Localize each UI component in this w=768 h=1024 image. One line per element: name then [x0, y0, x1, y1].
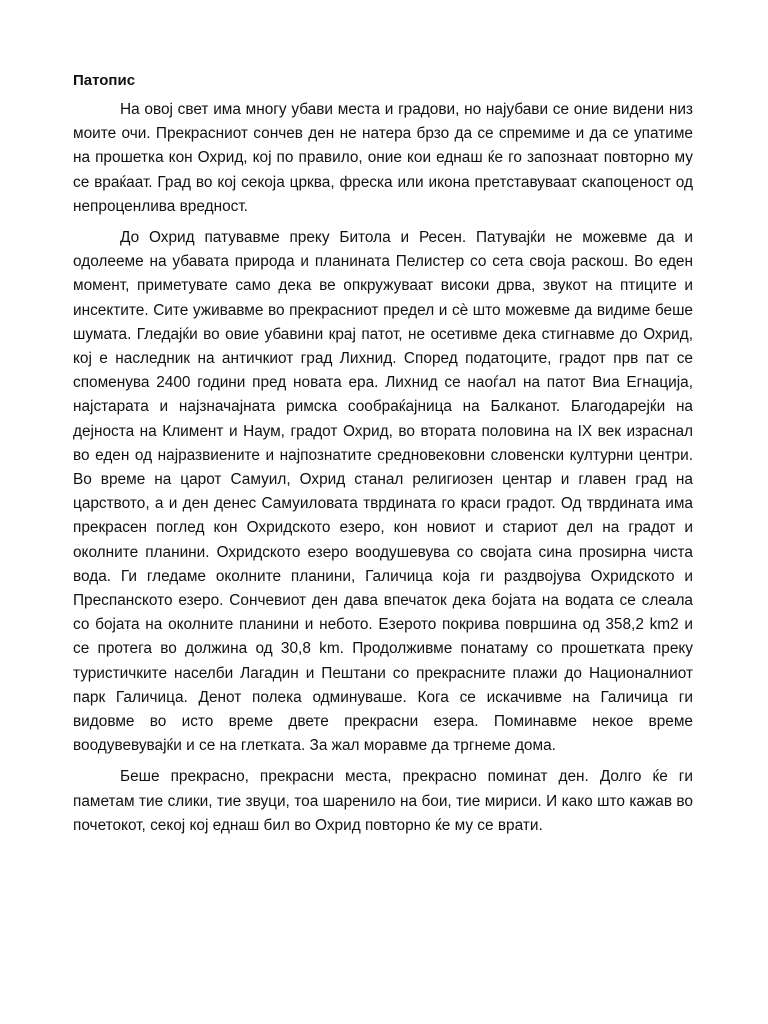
- document-title: Патопис: [73, 72, 136, 89]
- paragraph-journey: До Охрид патувавме преку Битола и Ресен. Патувајќи не можевме да и одолееме на убавата природа и планината Пелистер со сета своја раскош. Во еден момент, приметувате само дека ве опкружуваат високи дрва, звукот на птиците и инсектите. Сите уживавме во прекрасниот предел и сѐ што можевме да видиме беше шумата. Гледајќи во овие убавини крај патот, не осетивме дека стигнавме до Охрид, кој е наследник на античкиот град Лихнид. Според податоците, градот прв пат се споменува 2400 години пред новата ера. Лихнид се наоѓал на патот Виа Егнација, најстарата и најзначајната римска сообраќајница на Балканот. Благодарејќи на дејноста на Климент и Наум, градот Охрид, во втората половина на IX век израснал во еден од најразвиените и најпознатите средновековни словенски културни центри. Во време на царот Самуил, Охрид станал религиозен центар и главен град на царството, а и ден денес Самуиловата тврдината го краси градот. Од тврдината има прекрасен поглед кон Охридското езеро, кон новиот и стариот дел на градот и околните планини. Охридското езеро воодушевува со својата сина проѕирна чиста вода. Ги гледаме околните планини, Галичица која ги раздвојува Охридското и Преспанското езеро. Сончевиот ден дава впечаток дека бојата на водата се слеала со бојата на околните планини и небото. Езерото покрива површина од 358,2 km2 и се протега во должина од 30,8 km. Продолживме понатаму со прошетката преку туристичките населби Лагадин и Пештани со прекрасните плажи до Националниот парк Галичица. Денот полека одминуваше. Кога се искачивме на Галичица ги видовме во исто време двете прекрасни езера. Поминавме некое време воодувевувајќи и се на глетката. За жал моравме да тргнеме дома.: [73, 229, 693, 755]
- document-page: [73, 70, 693, 845]
- paragraph-conclusion: Беше прекрасно, прекрасни места, прекрасно поминат ден. Долго ќе ги паметам тие слики, тие звуци, тоа шаренило на бои, тие мириси. И како што кажав во почетокот, секој кој еднаш бил во Охрид повторно ќе му се врати.: [73, 768, 693, 834]
- paragraph-intro: На овој свет има многу убави места и градови, но најубави се оние видени низ моите очи. Прекрасниот сончев ден не натера брзо да се спремиме и да се упатиме на прошетка кон Охрид, кој по правило, оние кои еднаш ќе го запознаат повторно му се враќаат. Град во кој секоја црква, фреска или икона претставуваат скапоценост од непроценлива вредност.: [73, 101, 693, 215]
